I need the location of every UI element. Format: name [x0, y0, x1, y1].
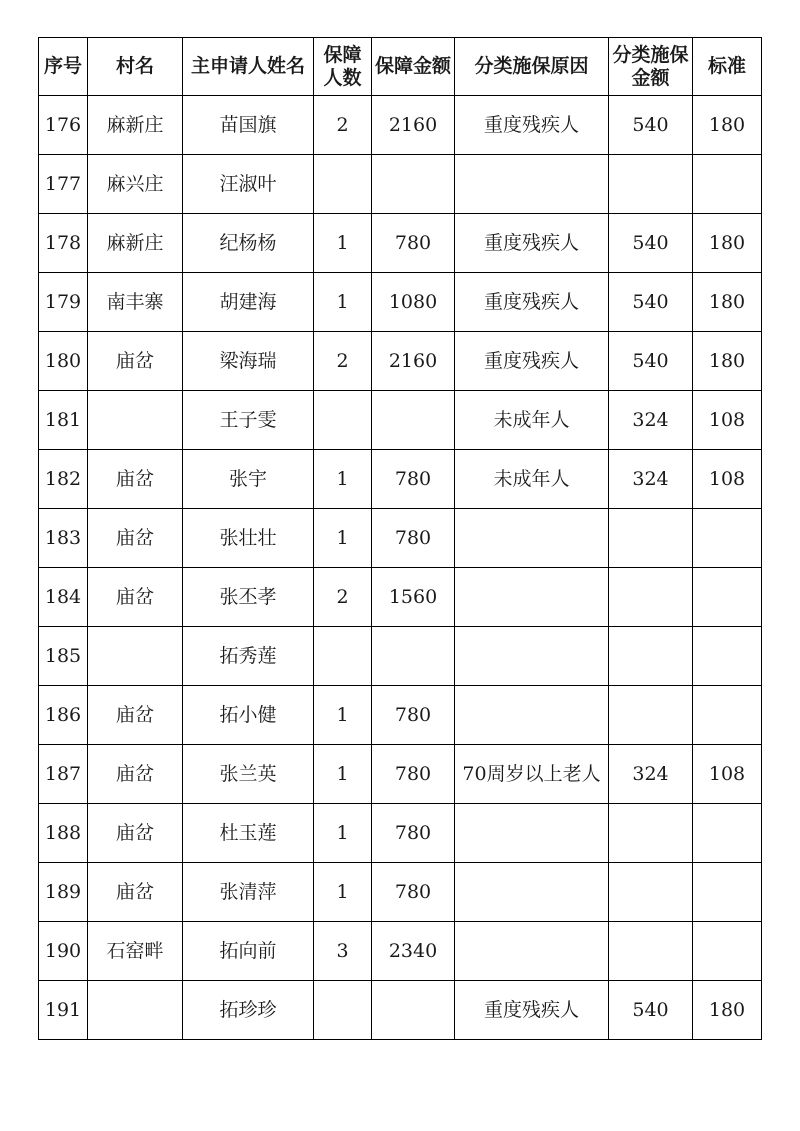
cell-row-index: 187 [39, 745, 88, 804]
cell-row-index: 186 [39, 686, 88, 745]
table-row [39, 450, 762, 509]
cell-village-name: 麻新庄 [88, 96, 183, 155]
cell-amount: 2160 [372, 96, 455, 155]
header-reason: 分类施保原因 [455, 38, 609, 96]
cell-applicant-name: 王子雯 [183, 391, 314, 450]
cell-reason [455, 568, 609, 627]
cell-amount [372, 627, 455, 686]
cell-standard [693, 627, 762, 686]
cell-applicant-name: 杜玉莲 [183, 804, 314, 863]
cell-applicant-name: 张兰英 [183, 745, 314, 804]
cell-amount: 1560 [372, 568, 455, 627]
cell-reason: 重度残疾人 [455, 981, 609, 1040]
cell-standard: 108 [693, 745, 762, 804]
cell-reason [455, 804, 609, 863]
table-row [39, 627, 762, 686]
cell-standard: 108 [693, 391, 762, 450]
table-row [39, 863, 762, 922]
cell-reason: 70周岁以上老人 [455, 745, 609, 804]
cell-applicant-name: 拓秀莲 [183, 627, 314, 686]
cell-category-amount [609, 627, 693, 686]
cell-row-index: 181 [39, 391, 88, 450]
cell-category-amount [609, 863, 693, 922]
cell-village-name: 石窑畔 [88, 922, 183, 981]
cell-person-count: 3 [314, 922, 372, 981]
cell-standard: 180 [693, 981, 762, 1040]
cell-amount: 780 [372, 863, 455, 922]
cell-person-count: 1 [314, 450, 372, 509]
relief-table [38, 37, 762, 1040]
cell-amount [372, 981, 455, 1040]
cell-village-name: 庙岔 [88, 863, 183, 922]
cell-reason [455, 155, 609, 214]
cell-person-count: 2 [314, 332, 372, 391]
table-row [39, 96, 762, 155]
cell-applicant-name: 纪杨杨 [183, 214, 314, 273]
cell-amount: 780 [372, 509, 455, 568]
cell-applicant-name: 张丕孝 [183, 568, 314, 627]
cell-applicant-name: 汪淑叶 [183, 155, 314, 214]
cell-standard: 180 [693, 96, 762, 155]
cell-village-name [88, 391, 183, 450]
table-row [39, 155, 762, 214]
cell-amount: 2160 [372, 332, 455, 391]
cell-reason: 重度残疾人 [455, 96, 609, 155]
table-row [39, 745, 762, 804]
cell-row-index: 189 [39, 863, 88, 922]
cell-row-index: 182 [39, 450, 88, 509]
table-row [39, 804, 762, 863]
cell-village-name: 庙岔 [88, 686, 183, 745]
cell-village-name: 庙岔 [88, 804, 183, 863]
cell-standard [693, 155, 762, 214]
cell-person-count: 2 [314, 568, 372, 627]
cell-standard: 180 [693, 273, 762, 332]
cell-amount: 780 [372, 214, 455, 273]
header-row [39, 38, 762, 96]
header-index: 序号 [39, 38, 88, 96]
cell-reason [455, 509, 609, 568]
table-body [39, 96, 762, 1040]
cell-person-count [314, 627, 372, 686]
cell-row-index: 185 [39, 627, 88, 686]
cell-person-count: 1 [314, 745, 372, 804]
cell-reason: 未成年人 [455, 450, 609, 509]
table-row [39, 568, 762, 627]
cell-reason: 重度残疾人 [455, 273, 609, 332]
cell-category-amount: 324 [609, 391, 693, 450]
table-row [39, 332, 762, 391]
cell-standard [693, 568, 762, 627]
cell-reason: 重度残疾人 [455, 214, 609, 273]
cell-applicant-name: 苗国旗 [183, 96, 314, 155]
cell-row-index: 176 [39, 96, 88, 155]
cell-reason [455, 922, 609, 981]
cell-category-amount: 540 [609, 332, 693, 391]
header-category-amount: 分类施保金额 [609, 38, 693, 96]
header-village: 村名 [88, 38, 183, 96]
cell-reason [455, 627, 609, 686]
header-applicant: 主申请人姓名 [183, 38, 314, 96]
cell-village-name: 庙岔 [88, 450, 183, 509]
cell-village-name: 南丰寨 [88, 273, 183, 332]
cell-amount [372, 391, 455, 450]
cell-amount: 2340 [372, 922, 455, 981]
cell-village-name: 麻新庄 [88, 214, 183, 273]
cell-row-index: 184 [39, 568, 88, 627]
cell-category-amount [609, 568, 693, 627]
cell-person-count: 1 [314, 214, 372, 273]
cell-standard: 180 [693, 214, 762, 273]
header-amount: 保障金额 [372, 38, 455, 96]
cell-village-name: 庙岔 [88, 509, 183, 568]
cell-person-count: 1 [314, 686, 372, 745]
cell-category-amount [609, 155, 693, 214]
cell-category-amount [609, 509, 693, 568]
cell-applicant-name: 梁海瑞 [183, 332, 314, 391]
cell-applicant-name: 拓向前 [183, 922, 314, 981]
cell-village-name: 麻兴庄 [88, 155, 183, 214]
table-row [39, 686, 762, 745]
cell-amount: 780 [372, 745, 455, 804]
cell-standard [693, 804, 762, 863]
cell-category-amount [609, 686, 693, 745]
cell-category-amount: 324 [609, 745, 693, 804]
table-row [39, 922, 762, 981]
cell-row-index: 179 [39, 273, 88, 332]
cell-row-index: 191 [39, 981, 88, 1040]
header-count: 保障人数 [314, 38, 372, 96]
cell-village-name: 庙岔 [88, 745, 183, 804]
cell-person-count: 1 [314, 804, 372, 863]
cell-standard [693, 922, 762, 981]
cell-applicant-name: 胡建海 [183, 273, 314, 332]
cell-person-count [314, 155, 372, 214]
cell-amount: 1080 [372, 273, 455, 332]
cell-village-name [88, 981, 183, 1040]
cell-village-name [88, 627, 183, 686]
cell-category-amount [609, 922, 693, 981]
cell-applicant-name: 张宇 [183, 450, 314, 509]
cell-applicant-name: 拓小健 [183, 686, 314, 745]
cell-reason: 未成年人 [455, 391, 609, 450]
cell-row-index: 190 [39, 922, 88, 981]
cell-category-amount [609, 804, 693, 863]
cell-standard [693, 863, 762, 922]
cell-standard: 108 [693, 450, 762, 509]
cell-reason [455, 863, 609, 922]
cell-village-name: 庙岔 [88, 568, 183, 627]
cell-person-count: 1 [314, 863, 372, 922]
table-row [39, 981, 762, 1040]
cell-category-amount: 540 [609, 214, 693, 273]
cell-person-count [314, 981, 372, 1040]
cell-person-count: 1 [314, 273, 372, 332]
cell-person-count: 1 [314, 509, 372, 568]
cell-row-index: 180 [39, 332, 88, 391]
cell-person-count [314, 391, 372, 450]
cell-standard: 180 [693, 332, 762, 391]
cell-row-index: 178 [39, 214, 88, 273]
cell-reason: 重度残疾人 [455, 332, 609, 391]
cell-reason [455, 686, 609, 745]
header-standard: 标准 [693, 38, 762, 96]
cell-category-amount: 324 [609, 450, 693, 509]
cell-amount: 780 [372, 686, 455, 745]
cell-category-amount: 540 [609, 96, 693, 155]
cell-person-count: 2 [314, 96, 372, 155]
cell-applicant-name: 张清萍 [183, 863, 314, 922]
cell-category-amount: 540 [609, 981, 693, 1040]
cell-amount [372, 155, 455, 214]
table-row [39, 273, 762, 332]
cell-village-name: 庙岔 [88, 332, 183, 391]
cell-amount: 780 [372, 450, 455, 509]
table-row [39, 214, 762, 273]
cell-row-index: 177 [39, 155, 88, 214]
cell-applicant-name: 张壮壮 [183, 509, 314, 568]
cell-standard [693, 509, 762, 568]
cell-category-amount: 540 [609, 273, 693, 332]
cell-row-index: 188 [39, 804, 88, 863]
cell-amount: 780 [372, 804, 455, 863]
cell-row-index: 183 [39, 509, 88, 568]
table-row [39, 391, 762, 450]
cell-standard [693, 686, 762, 745]
table-row [39, 509, 762, 568]
cell-applicant-name: 拓珍珍 [183, 981, 314, 1040]
